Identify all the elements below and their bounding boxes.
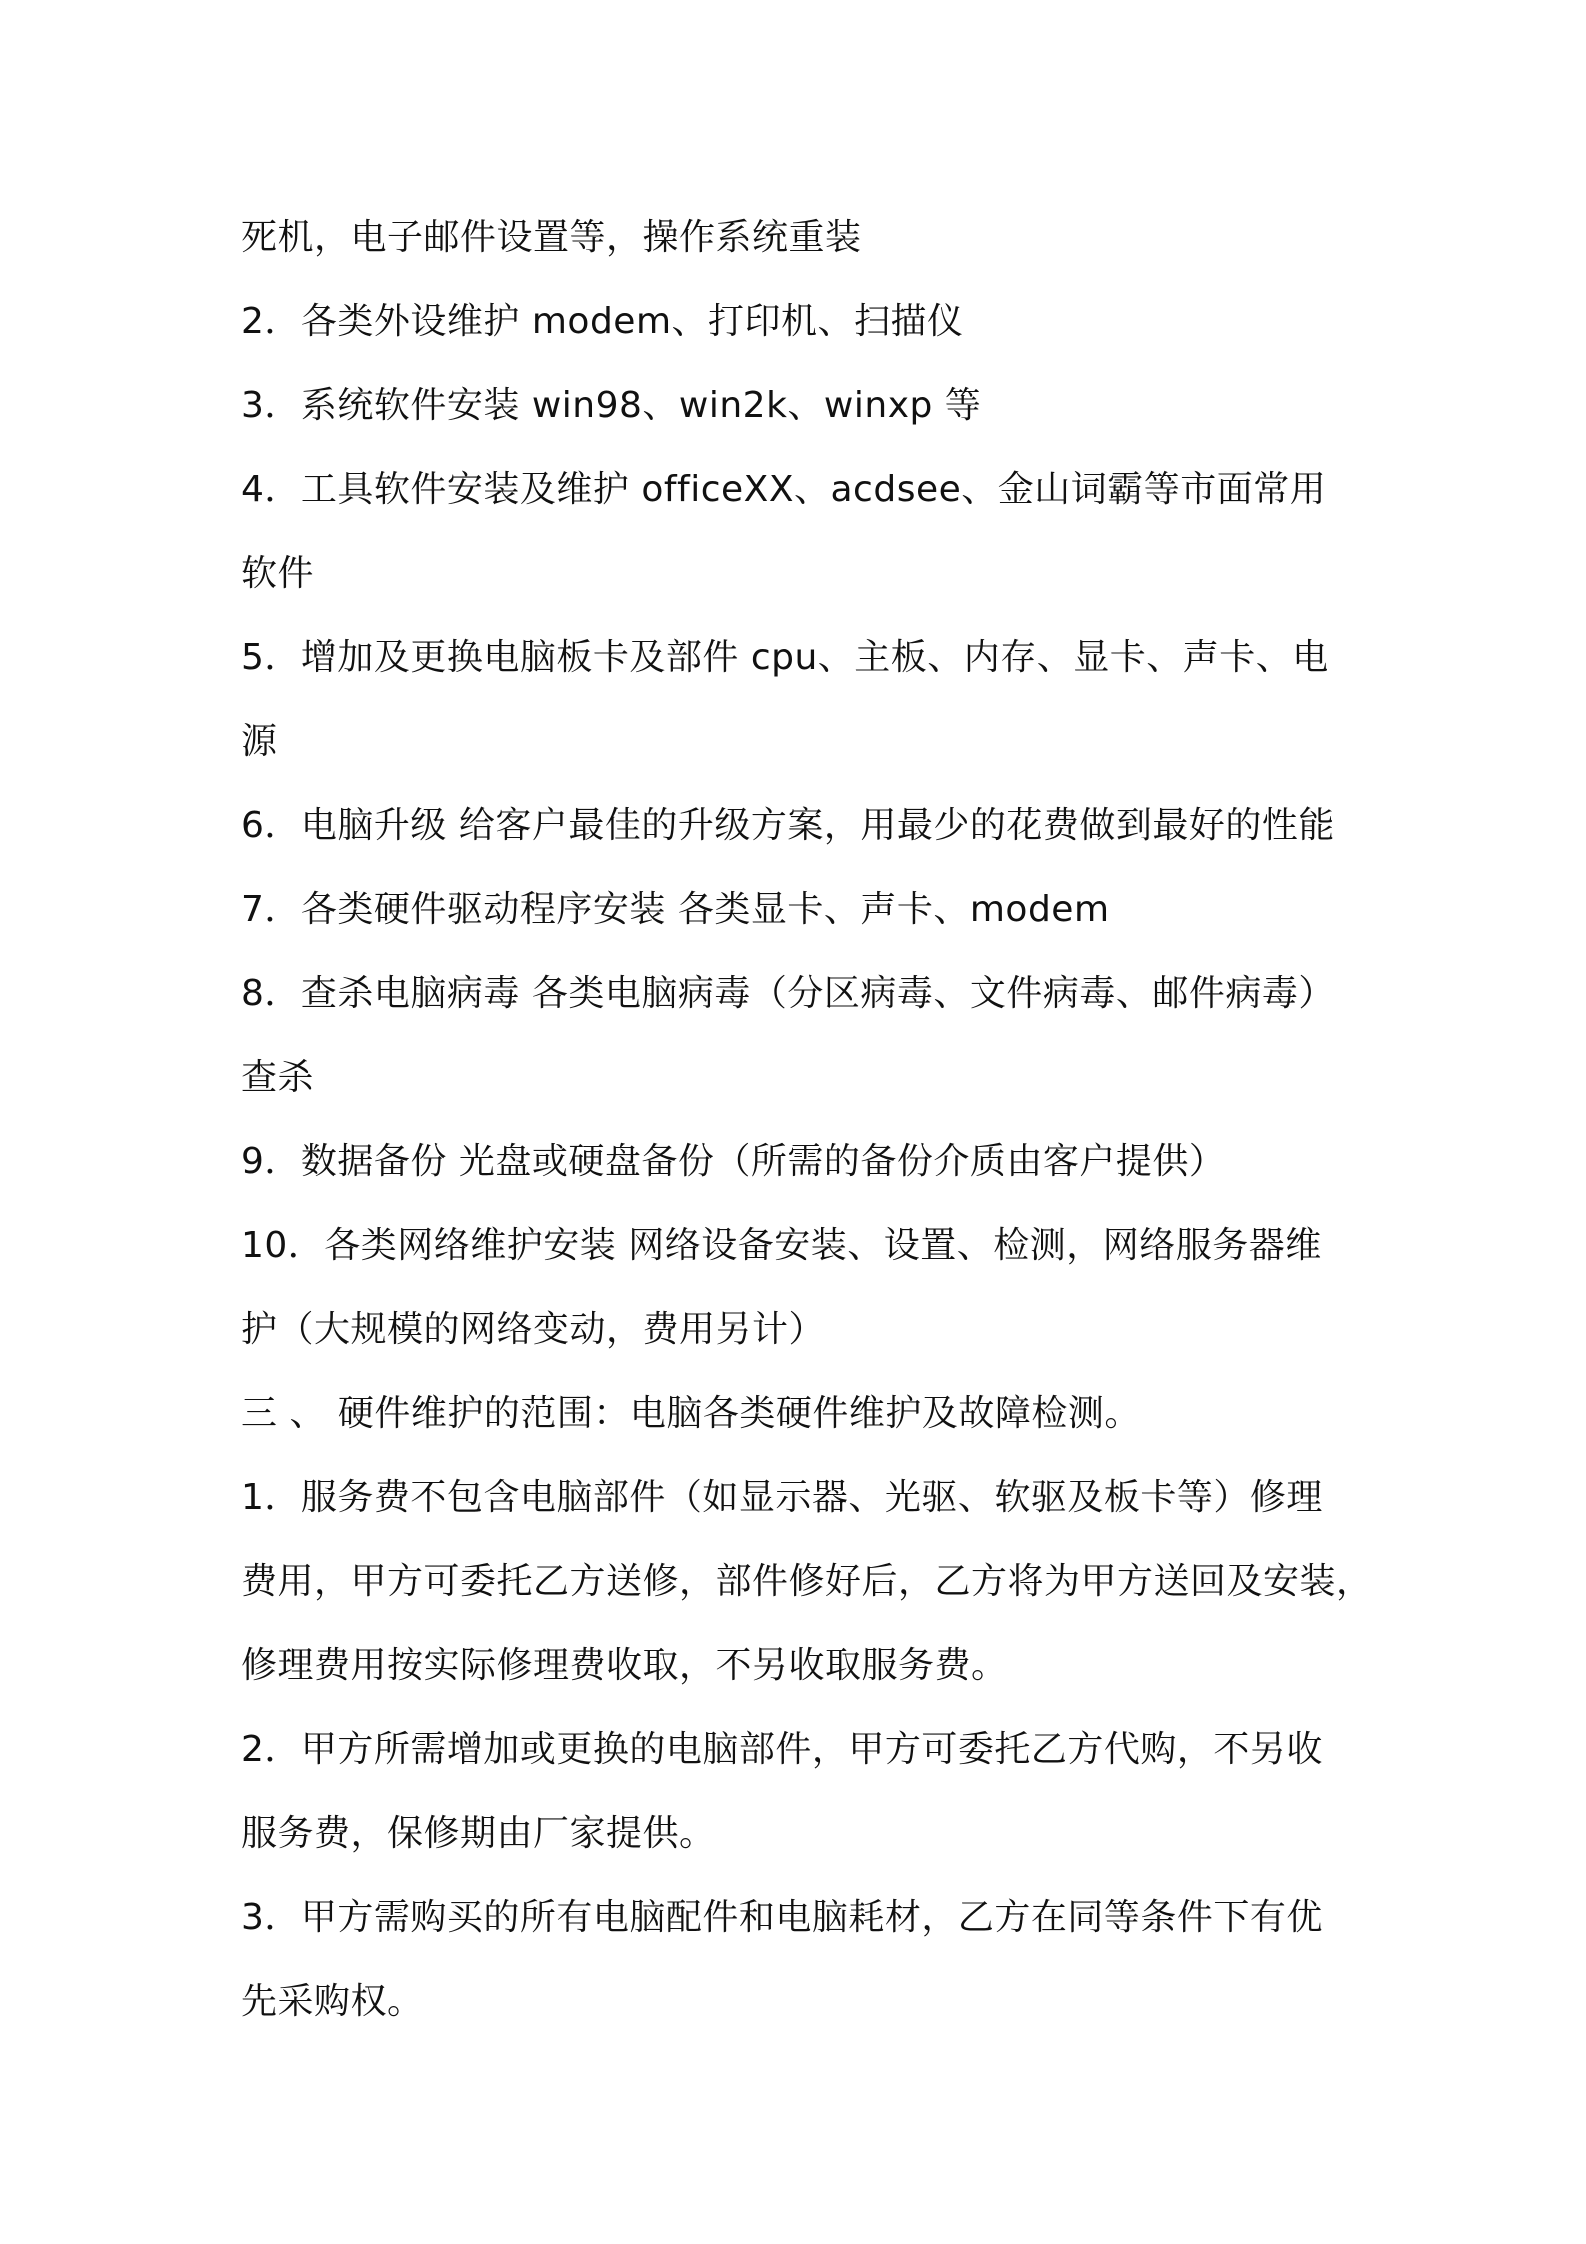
- text-line-5: 软件: [241, 553, 315, 594]
- text-line-8: 6．电脑升级 给客户最佳的升级方案，用最少的花费做到最好的性能: [241, 805, 1335, 846]
- text-line-9: 7．各类硬件驱动程序安装 各类显卡、声卡、modem: [241, 889, 1110, 930]
- text-line-14: 护（大规模的网络变动，费用另计）: [241, 1309, 826, 1350]
- text-line-18: 修理费用按实际修理费收取，不另收取服务费。: [241, 1645, 1008, 1686]
- text-line-12: 9．数据备份 光盘或硬盘备份（所需的备份介质由客户提供）: [241, 1141, 1226, 1182]
- text-line-20: 服务费，保修期由厂家提供。: [241, 1813, 716, 1854]
- document-body: [241, 196, 1373, 2044]
- text-line-21: 3．甲方需购买的所有电脑配件和电脑耗材，乙方在同等条件下有优: [241, 1897, 1323, 1938]
- text-line-3: 3．系统软件安装 win98、win2k、winxp 等: [241, 385, 982, 426]
- text-line-11: 查杀: [241, 1057, 315, 1098]
- text-line-10: 8．查杀电脑病毒 各类电脑病毒（分区病毒、文件病毒、邮件病毒）: [241, 973, 1335, 1014]
- text-line-17: 费用，甲方可委托乙方送修，部件修好后，乙方将为甲方送回及安装，: [241, 1561, 1373, 1602]
- text-line-16: 1．服务费不包含电脑部件（如显示器、光驱、软驱及板卡等）修理: [241, 1477, 1323, 1518]
- text-line-22: 先采购权。: [241, 1981, 424, 2022]
- text-line-7: 源: [241, 721, 278, 762]
- text-line-19: 2．甲方所需增加或更换的电脑部件，甲方可委托乙方代购，不另收: [241, 1729, 1323, 1770]
- text-line-6: 5．增加及更换电脑板卡及部件 cpu、主板、内存、显卡、声卡、电: [241, 637, 1329, 678]
- section-heading-hardware: 三 、 硬件维护的范围：电脑各类硬件维护及故障检测。: [241, 1393, 1141, 1434]
- text-line-13: 10．各类网络维护安装 网络设备安装、设置、检测，网络服务器维: [241, 1225, 1322, 1266]
- text-line-4: 4．工具软件安装及维护 officeXX、acdsee、金山词霸等市面常用: [241, 469, 1327, 510]
- text-line-2: 2．各类外设维护 modem、打印机、扫描仪: [241, 301, 964, 342]
- text-line-1: 死机，电子邮件设置等，操作系统重装: [241, 217, 862, 258]
